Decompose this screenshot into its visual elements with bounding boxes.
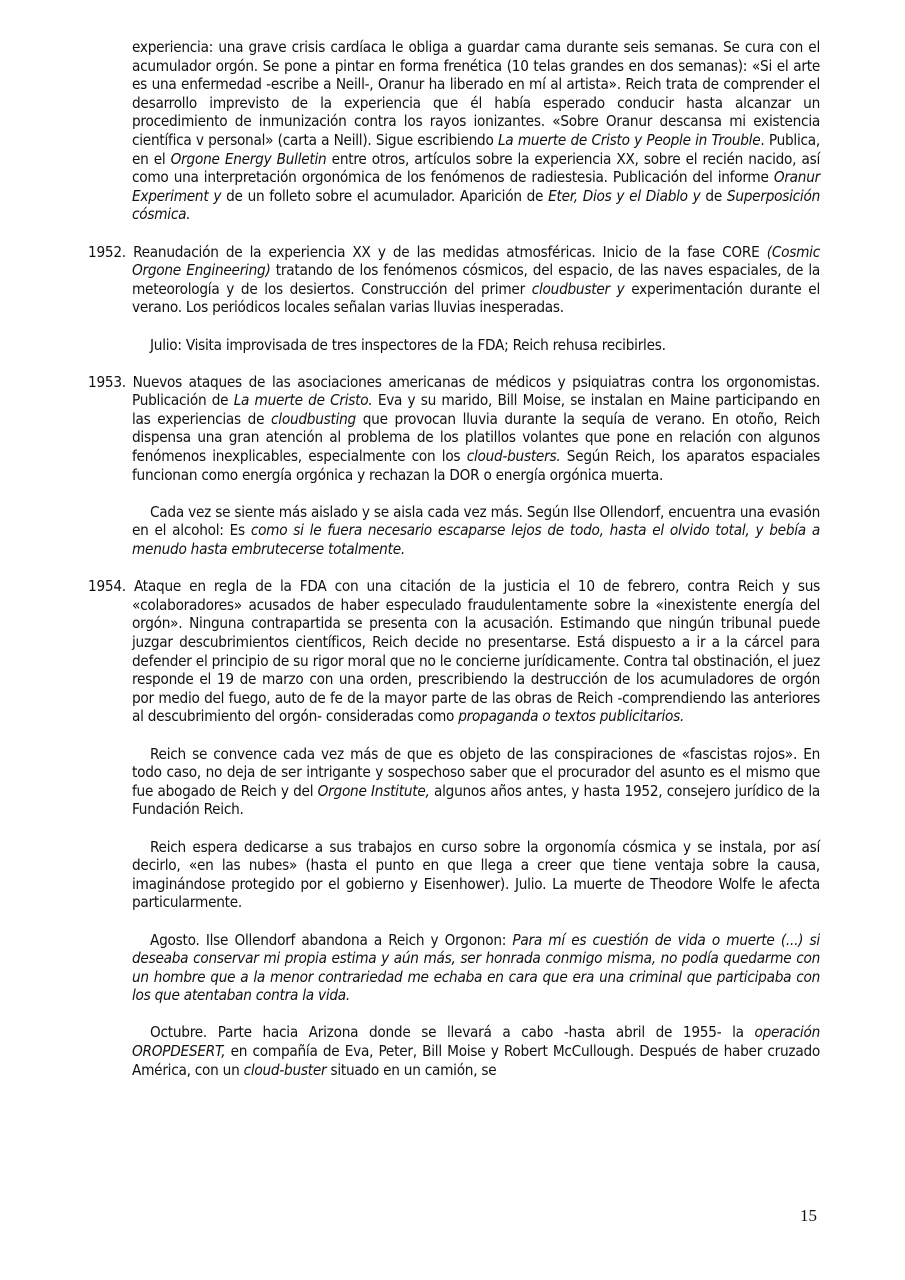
paragraph-october-1954 [88, 1023, 820, 1079]
paragraph-conspiracies-1954 [88, 745, 820, 819]
italic-text-run: como si le fuera necesario escaparse lejos de todo, hasta el olvido total, y bebía a menudo hasta embrutecerse totalmente. [132, 521, 820, 559]
text-run: en compañía de Eva, Peter, Bill Moise y Robert McCullough. Después de haber cruzado América, con un [132, 1042, 820, 1079]
italic-text-run: (Cosmic Orgone Engineering) [132, 242, 820, 280]
text-run: experimentación durante el verano. Los periódicos locales señalan varias lluvias inesperadas. [132, 279, 821, 317]
italic-text-run: Eter, Dios y el Diablo y [548, 186, 701, 205]
text-run: Nuevos ataques de las asociaciones americanas de médicos y psiquiatras contra los orgonomistas. Publicación de [125, 372, 820, 410]
italic-text-run: cloudbusting [271, 409, 356, 428]
chronology-entry-1953 [88, 373, 820, 485]
year-label: 1953. [88, 372, 126, 391]
text-run: algunos años antes, y hasta 1952, consejero jurídico de la Fundación Reich. [132, 781, 821, 819]
paragraph-cosmic-orgonomy-1954 [88, 838, 820, 912]
document-page [88, 38, 820, 1098]
text-run: tratando de los fenómenos cósmicos, del espacio, de las naves espaciales, de la meteorología y de los desiertos. Construcción del primer [132, 261, 821, 298]
italic-text-run: La muerte de Cristo. [233, 391, 373, 410]
paragraph-august-1954 [88, 931, 820, 1005]
text-run: Octubre. Parte hacia Arizona donde se llevará a cabo -hasta abril de 1955- la [150, 1023, 755, 1042]
paragraph-isolation-1953 [88, 503, 820, 559]
italic-text-run: propaganda o textos publicitarios. [458, 707, 685, 726]
year-label: 1952. [88, 242, 126, 261]
italic-text-run: cloud-busters. [466, 447, 561, 466]
italic-text-run: Orgone Energy Bulletin [170, 149, 327, 168]
text-run: entre otros, artículos sobre la experiencia XX, sobre el recién nacido, así como una interpretación orgonómica de los fenómenos de radiestesia. Publicación del informe [132, 149, 820, 187]
italic-text-run: Superposición cósmica. [132, 186, 820, 224]
year-label: 1954. [88, 577, 126, 596]
text-run: . Publica, en el [132, 130, 820, 168]
italic-text-run: cloud-buster [243, 1060, 327, 1079]
text-run: experiencia: una grave crisis cardíaca le obliga a guardar cama durante seis semanas. Se cura con el acumulador orgón. Se pone a pintar en forma frenética (10 telas grandes en dos semanas): «Si el arte es una enfermedad -escribe a Neill-, Oranur ha liberado en mí al artista». Reich trata de comprender el desarrollo imprevisto de la experiencia que él había esperado conducir hasta alcanzar un procedimiento de inmunización contra los rayos ionizantes. «Sobre Oranur descansa mi existencia científica v personal» (carta a Neill). Sigue escribiendo [132, 38, 820, 149]
italic-text-run: La muerte de Cristo y People in Trouble [497, 130, 761, 149]
text-run: de [700, 186, 727, 205]
text-run: que provocan lluvia durante la sequía de verano. En otoño, Reich dispensa una gran atención al problema de los platillos volantes que pone en relación con algunos fenómenos inexplicables, especialmente con los [132, 409, 821, 466]
text-run: situado en un camión, se [326, 1060, 497, 1079]
paragraph-continuation-1951 [88, 38, 820, 224]
page-number: 15 [800, 1206, 817, 1225]
italic-text-run: operación OROPDESERT, [132, 1023, 820, 1061]
text-run: Según Reich, los aparatos espaciales funcionan como energía orgónica y rechazan la DOR o energía orgónica muerta. [132, 447, 820, 484]
text-run: Ataque en regla de la FDA con una citación de la justicia el 10 de febrero, contra Reich y sus «colaboradores» acusados de haber especulado fraudulentamente sobre la «inexistente energía del orgón». Ninguna contrapartida se presenta con la acusación. Estimando que ningún tribunal puede juzgar descubrimientos científicos, Reich decide no presentarse. Está dispuesto a ir a la cárcel para defender el principio de su rigor moral que no le concierne jurídicamente. Contra tal obstinación, el juez responde el 19 de marzo con una orden, prescribiendo la destrucción de los acumuladores de orgón por medio del fuego, auto de fe de la mayor parte de las obras de Reich -comprendiendo las anteriores al descubrimiento del orgón- consideradas como [125, 577, 820, 726]
paragraph-julio-1952 [88, 336, 820, 355]
italic-text-run: Para mí es cuestión de vida o muerte (...) si deseaba conservar mi propia estima y aún más, ser honrada conmigo misma, no podía quedarme con un hombre que a la menor contrariedad me echaba en cara que era una criminal que participaba con los que atentaban contra la vida. [132, 930, 820, 1005]
text-run: Reich se convence cada vez más de que es objeto de las conspiraciones de «fascistas rojos». En todo caso, no deja de ser intrigante y sospechoso saber que el procurador del asunto es el mismo que fue abogado de Reich y del [132, 744, 820, 800]
text-run: Julio: Visita improvisada de tres inspectores de la FDA; Reich rehusa recibirles. [150, 335, 666, 354]
italic-text-run: cloudbuster y [531, 279, 625, 298]
text-run: Eva y su marido, Bill Moise, se instalan en Maine participando en las experiencias de [132, 391, 821, 428]
text-run: de un folleto sobre el acumulador. Aparición de [221, 186, 549, 205]
chronology-entry-1952 [88, 243, 820, 317]
chronology-entry-1954 [88, 577, 820, 726]
text-run: Agosto. Ilse Ollendorf abandona a Reich y Orgonon: [150, 930, 513, 949]
text-run: Cada vez se siente más aislado y se aisla cada vez más. Según Ilse Ollendorf, encuentra una evasión en el alcohol: Es [132, 502, 820, 540]
text-run: Reanudación de la experiencia XX y de las medidas atmosféricas. Inicio de la fase CORE [125, 242, 767, 261]
italic-text-run: Orgone Institute, [317, 781, 430, 800]
italic-text-run: Oranur Experiment y [132, 168, 820, 205]
text-run: Reich espera dedicarse a sus trabajos en curso sobre la orgonomía cósmica y se instala, por así decirlo, «en las nubes» (hasta el punto en que llega a creer que tiene ventaja sobre la causa, imaginándose protegido por el gobierno y Eisenhower). Julio. La muerte de Theodore Wolfe le afecta particularmente. [132, 837, 820, 912]
